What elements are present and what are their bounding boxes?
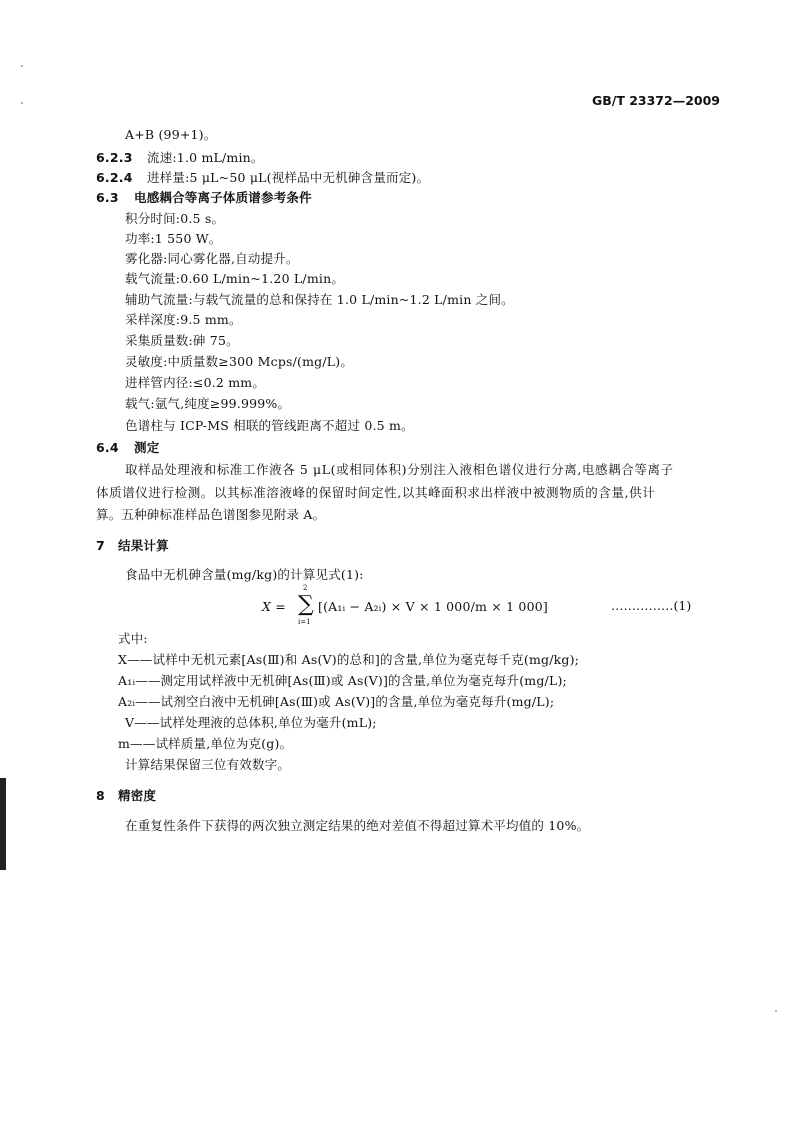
condition-line: 功率:1 550 W。 — [125, 231, 222, 246]
paragraph-line: 在重复性条件下获得的两次独立测定结果的绝对差值不得超过算术平均值的 10%。 — [125, 818, 590, 833]
flow-rate-line: 流速:1.0 mL/min。 — [147, 150, 264, 165]
section-heading: 精密度 — [118, 788, 157, 803]
condition-line: 积分时间:0.5 s。 — [125, 211, 225, 226]
section-heading: 电感耦合等离子体质谱参考条件 — [134, 190, 312, 205]
where-label: 式中: — [118, 631, 148, 646]
section-heading: 测定 — [134, 440, 160, 455]
definition-line: X——试样中无机元素[As(Ⅲ)和 As(Ⅴ)的总和]的含量,单位为毫克每千克(mg/kg); — [118, 652, 580, 667]
formula-lhs: X = — [262, 599, 286, 614]
formula-body: [(A₁ᵢ − A₂ᵢ) × V × 1 000/m × 1 000] — [318, 599, 548, 614]
condition-line: 采样深度:9.5 mm。 — [125, 312, 242, 327]
section-heading: 结果计算 — [118, 538, 169, 553]
paragraph-line: 体质谱仪进行检测。以其标准溶液峰的保留时间定性,以其峰面积求出样液中被测物质的含量,供计 — [96, 485, 656, 500]
definition-line: V——试样处理液的总体积,单位为毫升(mL); — [125, 715, 377, 730]
section-number: 8 — [96, 788, 105, 803]
section-number: 6.3 — [96, 190, 119, 205]
paragraph-line: 算。五种砷标准样品色谱图参见附录 A。 — [96, 507, 326, 522]
condition-line: 雾化器:同心雾化器,自动提升。 — [125, 251, 299, 266]
condition-line: 载气:氩气,纯度≥99.999%。 — [125, 396, 291, 411]
sum-upper-limit: 2 — [303, 584, 308, 592]
scan-speck — [21, 65, 23, 67]
condition-line: 灵敏度:中质量数≥300 Mcps/(mg/L)。 — [125, 354, 354, 369]
definition-line: A₂ᵢ——试剂空白液中无机砷[As(Ⅲ)或 As(Ⅴ)]的含量,单位为毫克每升(mg/L); — [118, 694, 555, 709]
definition-line: A₁ᵢ——测定用试样液中无机砷[As(Ⅲ)或 As(Ⅴ)]的含量,单位为毫克每升(mg/L); — [118, 673, 567, 688]
scan-speck — [775, 1010, 777, 1012]
condition-line: 采集质量数:砷 75。 — [125, 333, 239, 348]
paragraph-line: 取样品处理液和标准工作液各 5 μL(或相同体积)分别注入液相色谱仪进行分离,电感耦合等离子 — [125, 462, 674, 477]
section-number: 7 — [96, 538, 105, 553]
scan-edge-mark — [0, 778, 6, 870]
section-number: 6.4 — [96, 440, 119, 455]
formula-1 — [262, 584, 562, 634]
scan-speck — [21, 102, 23, 104]
section-number: 6.2.3 — [96, 150, 133, 165]
paragraph-line: 食品中无机砷含量(mg/kg)的计算见式(1): — [125, 567, 364, 582]
ab-ratio-line: A+B (99+1)。 — [125, 127, 217, 142]
sum-sign: ∑ — [298, 592, 314, 617]
definition-line: m——试样质量,单位为克(g)。 — [118, 736, 293, 751]
paragraph-line: 计算结果保留三位有效数字。 — [125, 757, 291, 772]
injection-volume-line: 进样量:5 μL~50 μL(视样品中无机砷含量而定)。 — [147, 170, 430, 185]
condition-line: 载气流量:0.60 L/min~1.20 L/min。 — [125, 271, 345, 286]
equation-number: ……………(1) — [611, 598, 692, 613]
condition-line: 色谱柱与 ICP-MS 相联的管线距离不超过 0.5 m。 — [125, 418, 414, 433]
condition-line: 辅助气流量:与载气流量的总和保持在 1.0 L/min~1.2 L/min 之间。 — [125, 292, 514, 307]
sum-lower-limit: i=1 — [298, 618, 311, 626]
condition-line: 进样管内径:≤0.2 mm。 — [125, 375, 266, 390]
standard-code: GB/T 23372—2009 — [591, 93, 720, 108]
section-number: 6.2.4 — [96, 170, 133, 185]
